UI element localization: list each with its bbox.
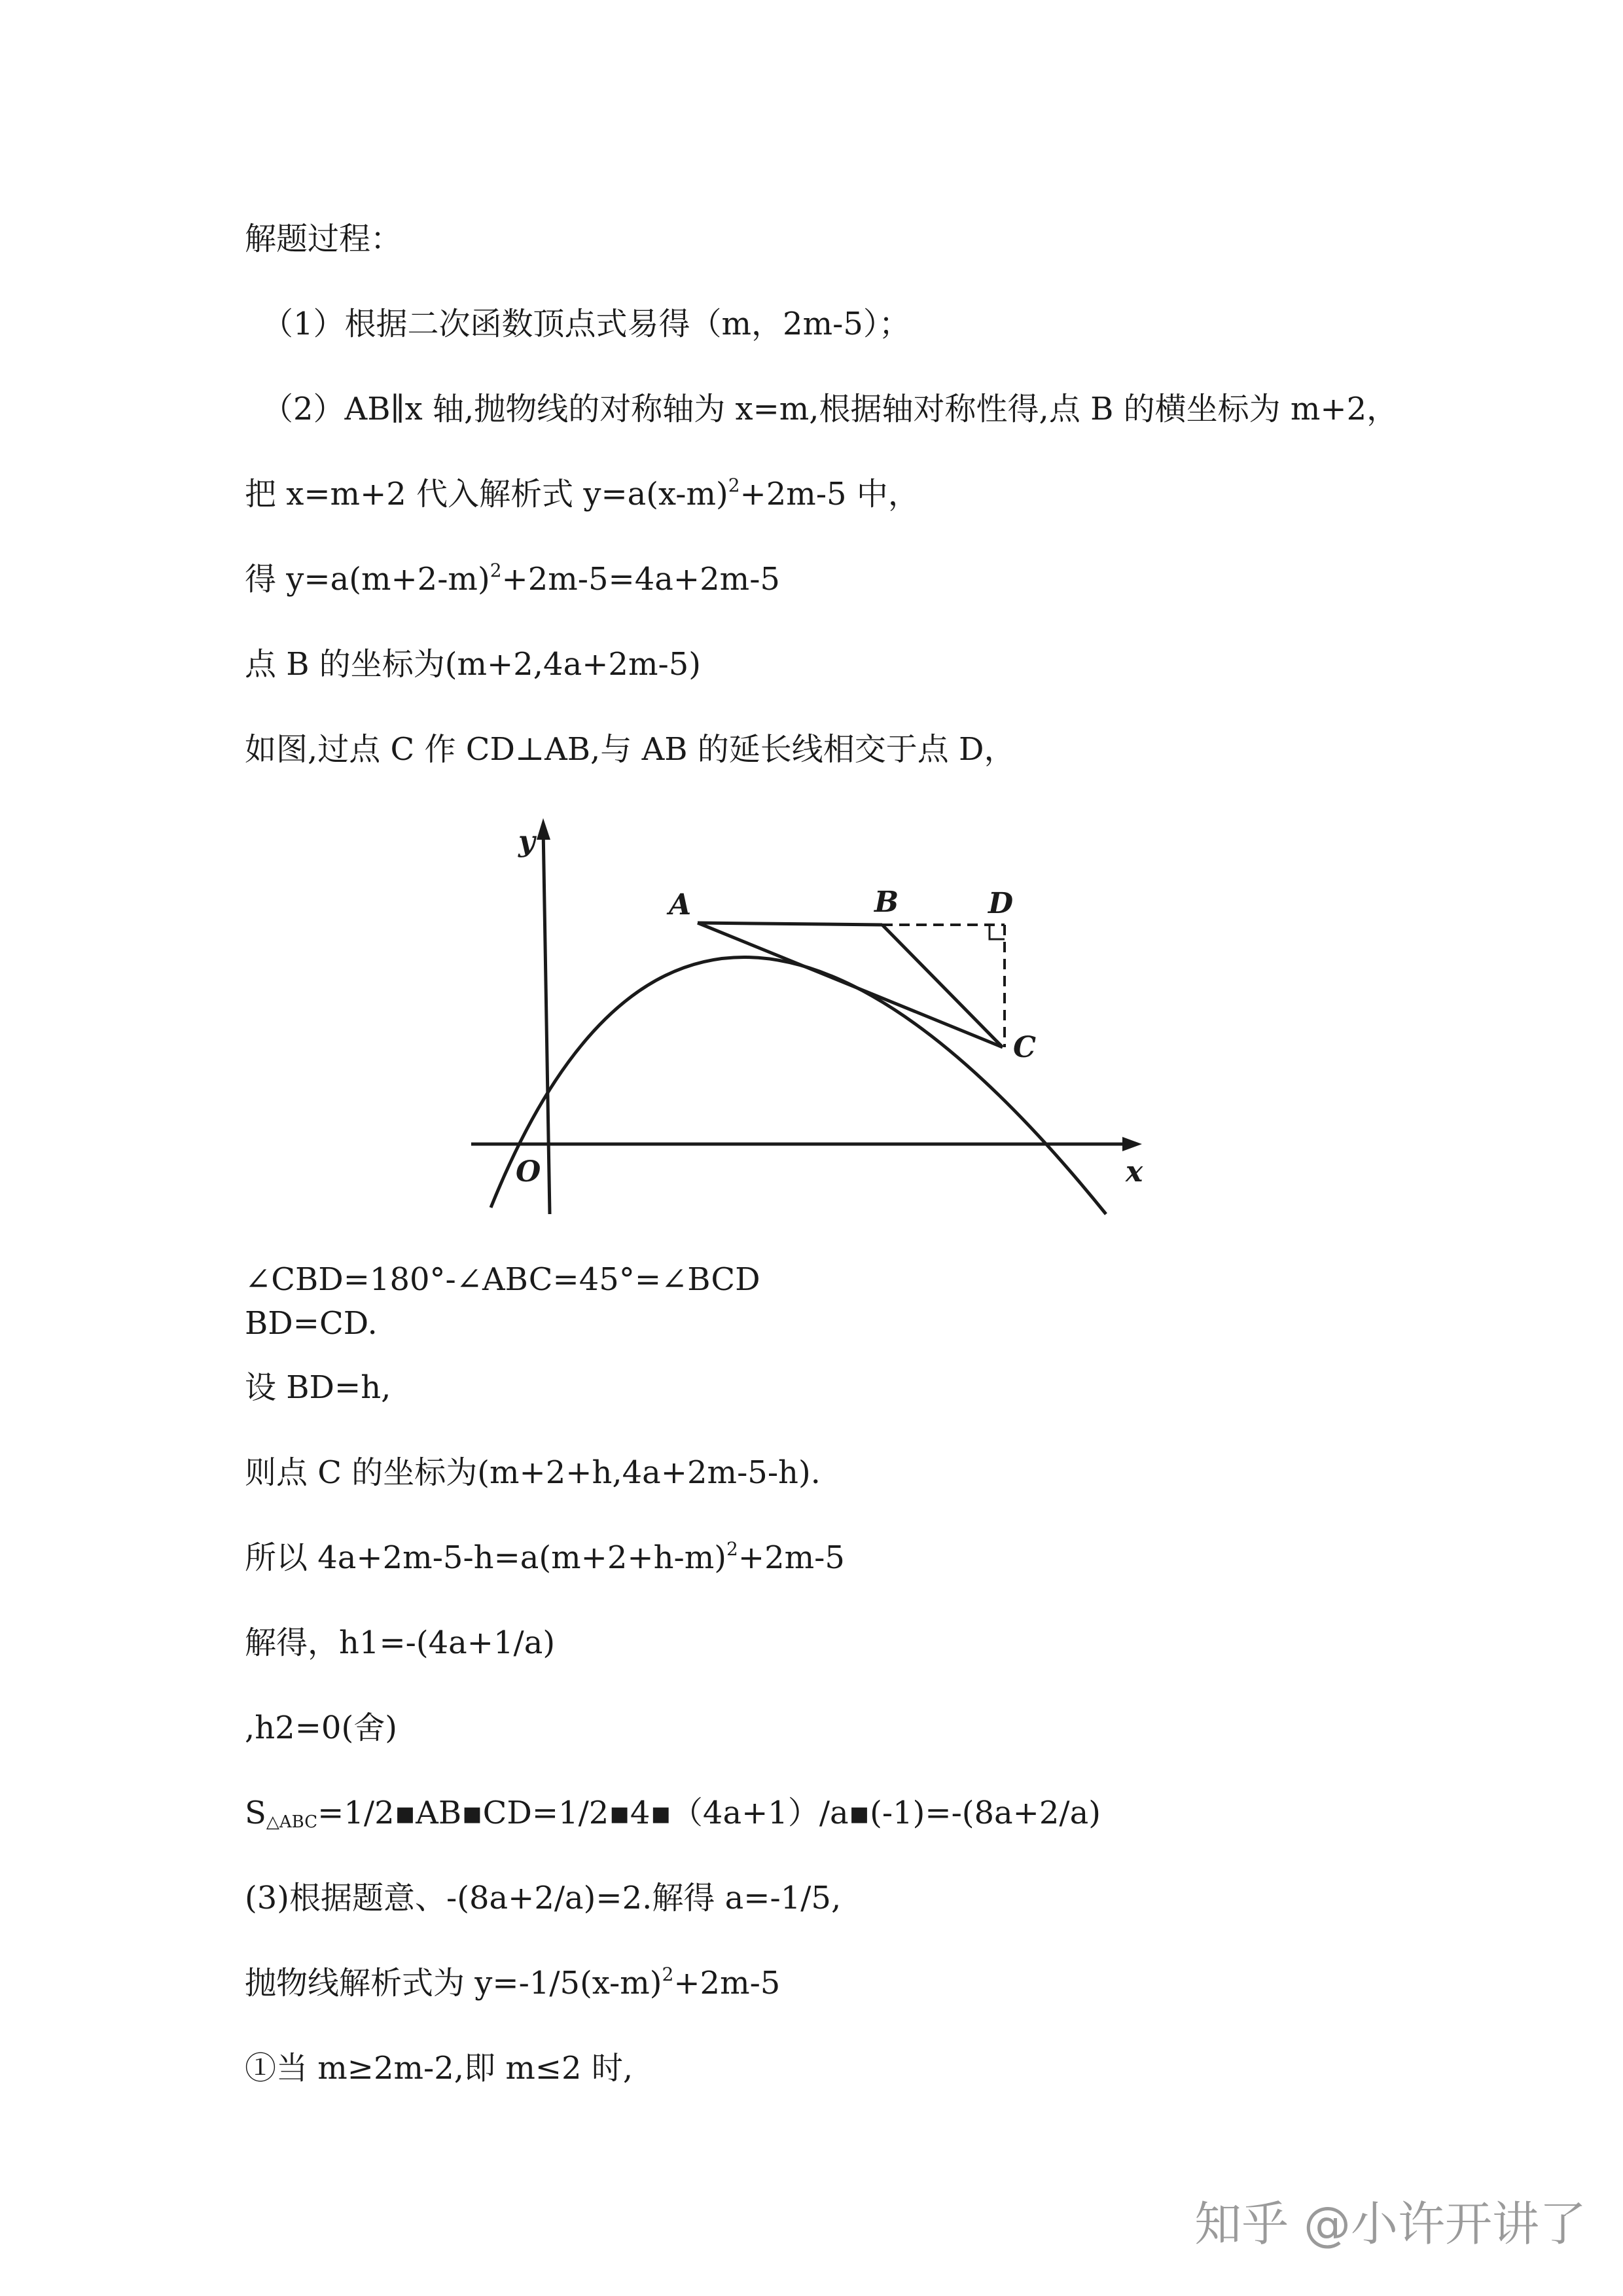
text-segment: +2m-5 <box>673 1965 781 2001</box>
superscript: 2 <box>490 560 502 581</box>
text-segment: +2m-5 <box>738 1539 845 1576</box>
label-x: x <box>1126 1155 1143 1189</box>
substitution-line <box>245 475 919 514</box>
label-a: A <box>669 888 692 922</box>
subscript: △ABC <box>266 1812 318 1832</box>
point-b-coordinates: 点 B 的坐标为(m+2,4a+2m-5) <box>245 646 701 683</box>
text-segment: S <box>245 1795 266 1831</box>
step-3: (3)根据题意、-(8a+2/a)=2.解得 a=-1/5, <box>245 1880 842 1916</box>
parabola-curve <box>491 957 1106 1214</box>
label-c: C <box>1013 1031 1037 1064</box>
segment-bc <box>882 925 1003 1047</box>
superscript: 2 <box>662 1964 674 1985</box>
solution-h2: ,h2=0(舍) <box>245 1710 397 1746</box>
heading-solution: 解题过程： <box>245 221 402 257</box>
x-axis-arrow <box>1122 1137 1142 1151</box>
construction-line: 如图,过点 C 作 CD⊥AB,与 AB 的延长线相交于点 D， <box>245 731 1016 768</box>
equation-line <box>245 1538 845 1577</box>
text-segment: =1/2▪AB▪CD=1/2▪4▪（4a+1）/a▪(-1)=-(8a+2/a) <box>317 1795 1101 1831</box>
area-formula <box>245 1793 1101 1833</box>
angle-relation: ∠CBD=180°-∠ABC=45°=∠BCD <box>245 1261 760 1298</box>
step-2: （2）AB∥x 轴,抛物线的对称轴为 x=m,根据轴对称性得,点 B 的横坐标为 m+2， <box>262 391 1399 427</box>
right-angle-mark <box>990 925 1005 939</box>
text-segment: 抛物线解析式为 y=-1/5(x-m) <box>245 1965 662 2001</box>
segment-ab <box>698 923 882 925</box>
result-line <box>245 560 780 599</box>
parabola-figure <box>458 815 1178 1260</box>
solution-h1: 解得，h1=-(4a+1/a) <box>245 1624 556 1661</box>
text-segment: +2m-5=4a+2m-5 <box>501 561 780 598</box>
step-1: （1）根据二次函数顶点式易得（m，2m-5）； <box>262 306 910 342</box>
superscript: 2 <box>728 475 740 496</box>
text-segment: +2m-5 中， <box>740 476 919 512</box>
text-segment: 所以 4a+2m-5-h=a(m+2+h-m) <box>245 1539 727 1576</box>
parabola-expression <box>245 1964 780 2003</box>
text-segment: 得 y=a(m+2-m) <box>245 561 490 598</box>
y-axis-arrow <box>537 818 550 840</box>
superscript: 2 <box>726 1538 738 1560</box>
watermark: 知乎 @小许开讲了 <box>1194 2197 1586 2251</box>
case-1: ①当 m≥2m-2,即 m≤2 时, <box>245 2050 633 2087</box>
label-y: y <box>518 825 535 858</box>
point-c-coordinates: 则点 C 的坐标为(m+2+h,4a+2m-5-h). <box>245 1454 821 1491</box>
label-o: O <box>516 1155 541 1189</box>
text-segment: 把 x=m+2 代入解析式 y=a(x-m) <box>245 476 728 512</box>
let-bd-h: 设 BD=h, <box>245 1369 391 1406</box>
bd-equals-cd: BD=CD. <box>245 1305 378 1342</box>
label-d: D <box>988 887 1014 920</box>
y-axis <box>543 828 550 1214</box>
segment-ac <box>698 923 1003 1047</box>
label-b: B <box>874 886 899 919</box>
